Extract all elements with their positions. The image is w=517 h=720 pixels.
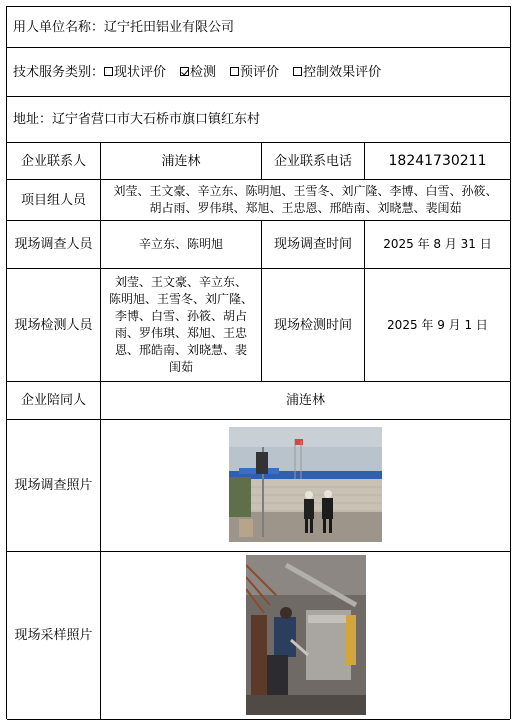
checkbox-icon[interactable] <box>230 67 239 76</box>
option-current-evaluation[interactable] <box>104 64 166 81</box>
project-team-label: 项目组人员 <box>7 180 101 220</box>
option-label: 检测 <box>190 64 217 80</box>
testing-staff-line: 恩、邢皓南、刘晓慧、裴 <box>114 343 247 357</box>
survey-time: 2025 年 8 月 31 日 <box>383 237 492 251</box>
address-row <box>7 97 510 143</box>
option-pre-evaluation[interactable] <box>230 64 279 81</box>
survey-staff: 辛立东、陈明旭 <box>101 221 262 268</box>
contact-label: 企业联系人 <box>7 143 101 179</box>
survey-time-label: 现场调查时间 <box>262 221 365 268</box>
sampling-site-photo <box>246 555 366 715</box>
checkbox-checked-icon[interactable] <box>180 67 189 76</box>
company-label: 用人单位名称： <box>13 19 105 35</box>
testing-staff <box>101 269 262 381</box>
service-type-cell <box>7 48 510 96</box>
record-form <box>6 6 511 719</box>
testing-row <box>7 269 510 382</box>
testing-time: 2025 年 9 月 1 日 <box>387 317 488 332</box>
survey-photo-label: 现场调查照片 <box>7 420 101 551</box>
sampling-photo-row <box>7 552 510 720</box>
testing-staff-line: 刘莹、王文豪、辛立东、 <box>114 275 247 289</box>
option-label: 预评价 <box>240 64 280 80</box>
project-team-line-2: 胡占雨、罗伟琪、郑旭、王忠恩、邢皓南、刘晓慧、裴闺茹 <box>149 201 462 215</box>
service-type-label: 技术服务类别： <box>13 64 105 80</box>
address-label: 地址： <box>13 112 53 127</box>
company-name: 辽宁托田铝业有限公司 <box>104 19 235 35</box>
company-cell <box>7 7 510 47</box>
testing-time-label: 现场检测时间 <box>262 269 365 381</box>
testing-staff-label: 现场检测人员 <box>7 269 101 381</box>
project-team-row <box>7 180 510 221</box>
survey-site-photo <box>229 427 382 542</box>
option-label: 现状评价 <box>114 64 167 80</box>
phone-value: 18241730211 <box>388 152 487 169</box>
testing-staff-line: 李博、白雪、孙筱、胡占 <box>114 309 247 323</box>
checkbox-icon[interactable] <box>293 67 302 76</box>
companion-row <box>7 382 510 420</box>
address-value: 辽宁省营口市大石桥市旗口镇红东村 <box>52 112 261 127</box>
company-row <box>7 7 510 48</box>
contact-row <box>7 143 510 180</box>
companion-label: 企业陪同人 <box>7 382 101 419</box>
contact-name: 浦连林 <box>101 143 262 179</box>
option-testing[interactable] <box>180 64 216 81</box>
option-control-effect-evaluation[interactable] <box>293 64 381 81</box>
companion-name: 浦连林 <box>285 393 325 408</box>
survey-photo-row <box>7 420 510 552</box>
address-cell <box>7 97 510 142</box>
option-label: 控制效果评价 <box>303 64 382 80</box>
survey-staff-label: 现场调查人员 <box>7 221 101 268</box>
sampling-photo-label: 现场采样照片 <box>7 552 101 719</box>
project-team-members <box>101 180 510 220</box>
testing-staff-line: 雨、罗伟琪、郑旭、王忠 <box>114 326 247 340</box>
survey-row <box>7 221 510 269</box>
phone-label: 企业联系电话 <box>262 143 365 179</box>
testing-staff-line: 陈明旭、王雪冬、刘广隆、 <box>108 292 253 306</box>
testing-staff-line: 闺茹 <box>168 360 193 374</box>
project-team-line-1: 刘莹、王文豪、辛立东、陈明旭、王雪冬、刘广隆、李博、白雪、孙筱、 <box>113 184 498 198</box>
service-type-row <box>7 48 510 97</box>
checkbox-icon[interactable] <box>104 67 113 76</box>
